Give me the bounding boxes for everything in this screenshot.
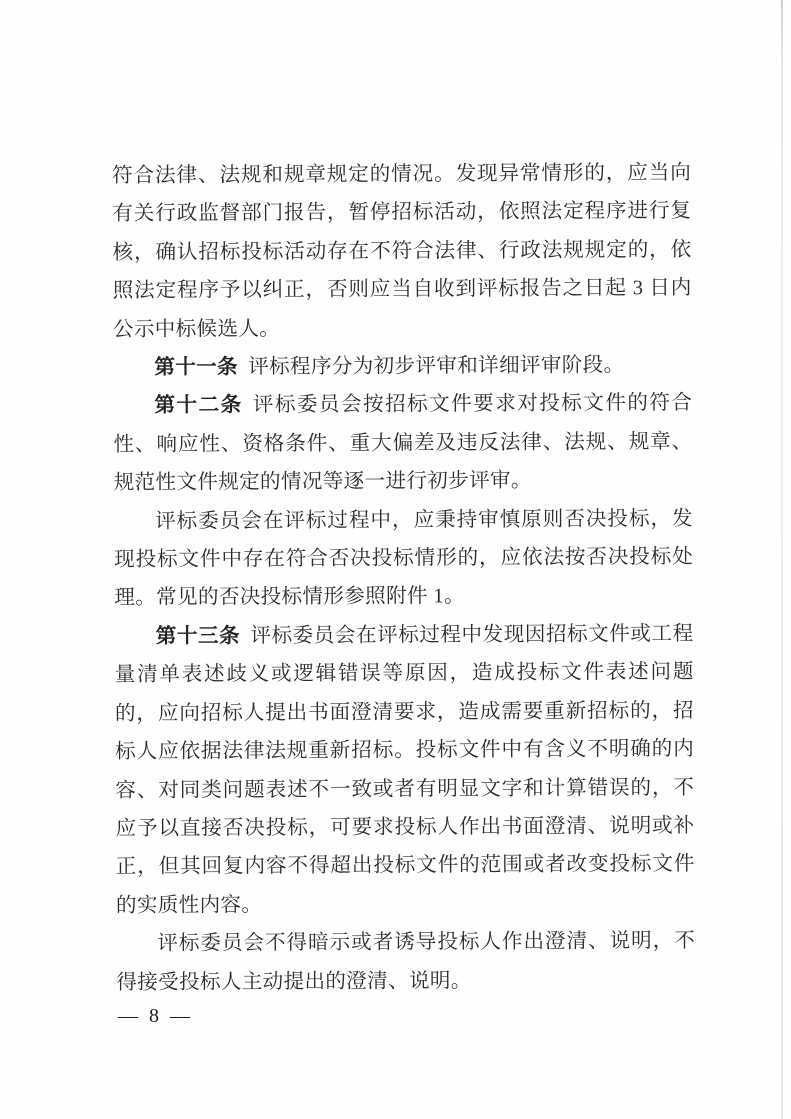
- paragraph-continuation: [112, 154, 692, 349]
- page-number: — 8 —: [118, 1005, 193, 1027]
- article-number-11: 第十一条: [154, 355, 238, 379]
- paragraph-reject-bids: [114, 500, 694, 618]
- paragraph-no-hinting: [116, 922, 695, 1002]
- article-paragraph-11: [113, 346, 692, 387]
- article-text-13: 评标委员会在评标过程中发现因招标文件或工程量清单表述歧义或逻辑错误等原因，造成投标文件表述问题的，应向招标人提出书面澄清要求，造成需要重新招标的，招标人应依据法律法规重新招标。投标文件中有含义不明确的内容、对同类问题表述不一致或者有明显文字和计算错误的，不应予以直接否决投标，可要求投标人作出书面澄清、说明或补正，但其回复内容不得超出投标文件的范围或者改变投标文件的实质性内容。: [114, 622, 695, 917]
- article-paragraph-12: [113, 384, 693, 502]
- paragraph-text: 评标委员会在评标过程中，应秉持审慎原则否决投标，发现投标文件中存在符合否决投标情形的，应依法按否决投标处理。常见的否决投标情形参照附件 1。: [114, 507, 694, 610]
- scan-artifact-line: [781, 0, 783, 1119]
- paragraph-text: 评标委员会不得暗示或者诱导投标人作出澄清、说明，不得接受投标人主动提出的澄清、说明。: [116, 930, 696, 994]
- page-body-text: [112, 154, 695, 1002]
- article-paragraph-13: [114, 615, 695, 925]
- article-text-11: 评标程序分为初步评审和详细评审阶段。: [248, 354, 625, 379]
- article-number-13: 第十三条: [155, 624, 241, 648]
- article-number-12: 第十二条: [154, 393, 243, 418]
- paragraph-text: 符合法律、法规和规章规定的情况。发现异常情形的，应当向有关行政监督部门报告，暂停招标活动，依照法定程序进行复核，确认招标投标活动存在不符合法律、行政法规规定的，依照法定程序予以纠正，否则应当自收到评标报告之日起 3 日内公示中标候选人。: [112, 161, 692, 341]
- article-text-12: 评标委员会按招标文件要求对投标文件的符合性、响应性、资格条件、重大偏差及违反法律、法规、规章、规范性文件规定的情况等逐一进行初步评审。: [113, 392, 693, 495]
